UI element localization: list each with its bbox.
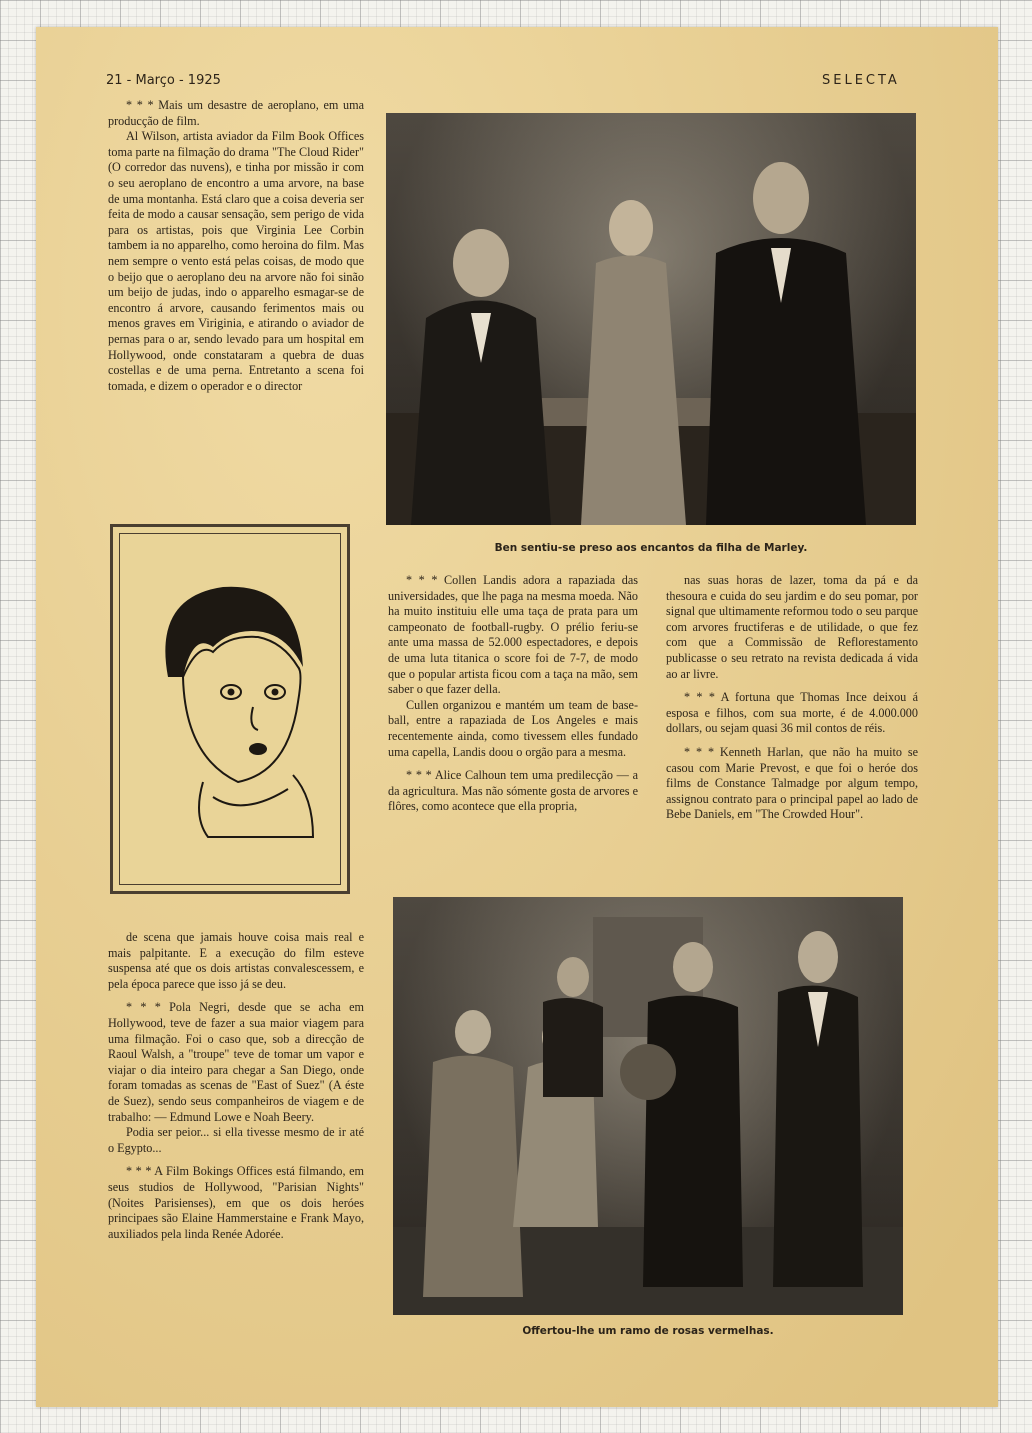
paragraph: * * * Mais um desastre de aeroplano, em uma producção de film. xyxy=(108,98,364,128)
child-portrait-illustration xyxy=(113,527,347,891)
film-still-illustration xyxy=(386,113,916,525)
page-date: 21 - Março - 1925 xyxy=(106,73,221,88)
paragraph: * * * Collen Landis adora a rapaziada das universidades, que lhe paga na mesma moeda. Não ha muito instituiu elle uma taça de prata para um campeonato de football-rugby. O prélio feriu-se ante uma massa de 52.000 espectadores, e depois de uma luta titanica o score foi de 7-7, de modo que o popular artista ficou com a taça na mão, sem saber o que fazer della. xyxy=(388,573,638,697)
film-still-photo-top xyxy=(386,113,916,525)
paragraph: * * * Pola Negri, desde que se acha em Hollywood, teve de fazer a sua maior viagem para uma filmação. Foi o caso que, sob a direcção de Raoul Walsh, a "troupe" teve de tomar um vapor e viajar o dia inteiro para chegar a San Diego, onde foram tomadas as scenas de "East of Suez" (A éste de Suez), sendo seus companheiros de viagem e de trabalho: — Edmund Lowe e Noah Beery. xyxy=(108,1000,364,1124)
paragraph: nas suas horas de lazer, toma da pá e da thesoura e cuida do seu jardim e do seu pomar, por signal que ultimamente reformou todo o seu parque com arvores fructiferas e de utilidade, o que fez com que a Commissão de Reflorestamento publicasse o seu retrato na revista dedicada á vida ao ar livre. xyxy=(666,573,918,681)
paragraph: Al Wilson, artista aviador da Film Book Offices toma parte na filmação do drama "The Cloud Rider" (O corredor das nuvens), e tinha por missão ir com o seu aeroplano de encontro a uma arvore, na base de uma montanha. Está claro que a coisa deveria ser feita de modo a causar sensação, sem perigo de vida para os artistas, pois que Virginia Lee Corbin tambem ia no apparelho, como heroina do film. Mas nem sempre o vento está pelas coisas, de modo que o beijo que o aeroplano deu na arvore não foi sinão um beijo de judas, indo o apparelho esmagar-se de encontro á arvore, causando ferimentos mais ou menos graves em Viriginia, e atirando o aviador de pernas para o ar, sendo levado para um hospital em Hollywood, onde constataram a quebra de duas costellas e de uma perna. Entretanto a scena foi tomada, e dizem o operador e o director xyxy=(108,129,364,393)
article-column-left-bottom xyxy=(108,930,364,1242)
paragraph: * * * A fortuna que Thomas Ince deixou á esposa e filhos, com sua morte, é de 4.000.000 dollars, ou sejam quasi 36 mil contos de réis. xyxy=(666,690,918,736)
paragraph: de scena que jamais houve coisa mais real e mais palpitante. E a execução do film esteve suspensa até que os dois artistas convalescessem, e pela época parece que isso já se deu. xyxy=(108,930,364,991)
article-column-right xyxy=(666,573,918,823)
magazine-title: SELECTA xyxy=(822,73,900,88)
paragraph: Cullen organizou e mantém um team de base-ball, entre a rapaziada de Los Angeles e mais recentemente ainda, como tivessem elles fundado uma capella, Landis doou o orgão para a mesma. xyxy=(388,697,638,759)
paragraph: * * * A Film Bokings Offices está filmando, em seus studios de Hollywood, "Parisian Nights" (Noites Parisienses), em que os dois heróes principaes são Elaine Hammerstaine e Frank Mayo, auxiliados pela linda Renée Adorée. xyxy=(108,1164,364,1241)
paragraph: * * * Alice Calhoun tem uma predilecção — a da agricultura. Mas não sómente gosta de arvores e flôres, como acontece que ella propria, xyxy=(388,768,638,814)
film-still-photo-bottom xyxy=(393,897,903,1315)
magazine-page xyxy=(36,27,998,1407)
film-still-illustration xyxy=(393,897,903,1315)
photo-caption-top: Ben sentiu-se preso aos encantos da filha de Marley. xyxy=(494,542,808,554)
photo-caption-bottom: Offertou-lhe um ramo de rosas vermelhas. xyxy=(522,1325,774,1337)
article-column-left-top xyxy=(108,98,364,394)
article-column-middle xyxy=(388,573,638,815)
paragraph: Podia ser peior... si ella tivesse mesmo de ir até o Egypto... xyxy=(108,1125,364,1155)
child-portrait-frame xyxy=(110,524,350,894)
paragraph: * * * Kenneth Harlan, que não ha muito se casou com Marie Prevost, e que foi o heróe dos films de Constance Talmadge por algum tempo, assignou contrato para o principal papel ao lado de Bebe Daniels, em "The Crowded Hour". xyxy=(666,744,918,822)
